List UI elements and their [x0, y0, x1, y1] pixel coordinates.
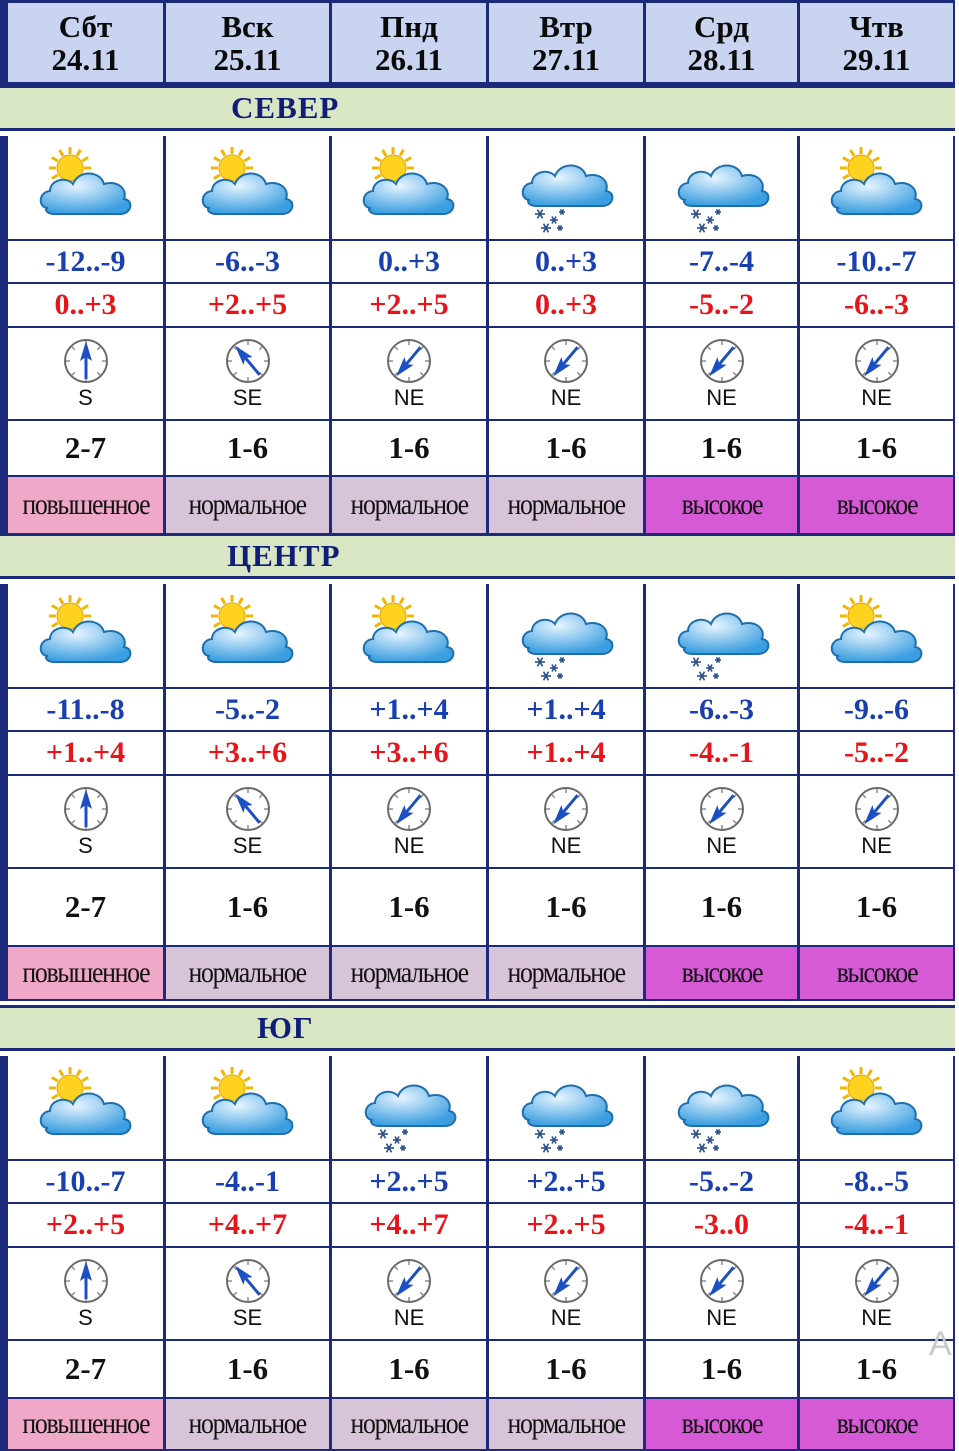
- compass-icon: [224, 337, 272, 385]
- compass-icon: [62, 785, 110, 833]
- level-cell: [332, 947, 486, 999]
- level-cell: [489, 477, 643, 533]
- day-of-week: Втр: [539, 8, 593, 44]
- day-of-week: Вск: [221, 8, 274, 44]
- level-cell: [489, 1399, 643, 1449]
- region-header: [0, 533, 955, 579]
- wind-direction-label: NE: [861, 1304, 892, 1330]
- day-date: 26.11: [374, 41, 444, 77]
- day-of-week: Сбт: [58, 8, 113, 44]
- level-label: высокое: [681, 956, 762, 989]
- day-of-week: Чтв: [849, 8, 904, 44]
- day-of-week: Пнд: [380, 8, 438, 44]
- level-cell: [332, 1399, 486, 1449]
- night-temp: 0..+3: [489, 241, 643, 282]
- region-title: ЦЕНТР: [227, 538, 341, 573]
- weather-cell: [646, 1056, 797, 1159]
- night-temp: +2..+5: [332, 1161, 486, 1202]
- compass-icon: [542, 785, 590, 833]
- wind-direction-label: NE: [393, 832, 425, 858]
- weather-cell: [800, 1056, 953, 1159]
- day-temp: +4..+7: [166, 1204, 329, 1246]
- level-cell: [166, 947, 329, 999]
- weather-cell: [332, 1056, 486, 1159]
- day-of-week: Срд: [694, 8, 749, 44]
- wind-direction: [646, 328, 797, 419]
- partly-cloudy-icon: [827, 142, 927, 234]
- snow-cloud-icon: [359, 1062, 459, 1154]
- wind-direction-label: NE: [550, 832, 582, 858]
- wind-speed: 1-6: [646, 869, 797, 945]
- level-cell: [800, 947, 953, 999]
- region-header: [0, 1005, 955, 1051]
- snow-cloud-icon: [516, 590, 616, 682]
- day-date: 28.11: [687, 41, 756, 77]
- night-temp: -10..-7: [800, 241, 953, 282]
- wind-speed: 1-6: [332, 869, 486, 945]
- wind-speed: 1-6: [166, 869, 329, 945]
- level-label: высокое: [836, 956, 917, 989]
- region-title: СЕВЕР: [231, 90, 340, 125]
- wind-direction: [646, 776, 797, 867]
- partly-cloudy-icon: [198, 590, 298, 682]
- snow-cloud-icon: [672, 142, 772, 234]
- wind-direction-label: NE: [550, 384, 582, 410]
- level-cell: [800, 477, 953, 533]
- level-label: высокое: [836, 1407, 917, 1440]
- night-temp: -7..-4: [646, 241, 797, 282]
- night-temp: +1..+4: [489, 689, 643, 730]
- level-cell: [166, 1399, 329, 1449]
- wind-direction-label: NE: [550, 1304, 582, 1330]
- wind-direction-label: SE: [232, 1304, 263, 1330]
- weather-cell: [489, 1056, 643, 1159]
- day-temp: 0..+3: [8, 284, 163, 326]
- level-label: нормальное: [188, 488, 307, 521]
- level-label: высокое: [681, 488, 762, 521]
- wind-direction: [166, 328, 329, 419]
- day-header: [332, 3, 486, 82]
- day-temp: +3..+6: [332, 732, 486, 774]
- wind-speed: 2-7: [8, 869, 163, 945]
- wind-direction-label: NE: [706, 384, 737, 410]
- partly-cloudy-icon: [36, 590, 136, 682]
- compass-icon: [385, 785, 433, 833]
- region-grid: [0, 584, 955, 1001]
- wind-speed: 2-7: [8, 1341, 163, 1397]
- partly-cloudy-icon: [359, 142, 459, 234]
- wind-direction-label: NE: [861, 384, 892, 410]
- compass-icon: [698, 785, 746, 833]
- weather-cell: [8, 1056, 163, 1159]
- wind-direction: [489, 328, 643, 419]
- day-header: [8, 3, 163, 82]
- day-temp: 0..+3: [489, 284, 643, 326]
- day-date: 29.11: [842, 41, 911, 77]
- compass-icon: [542, 337, 590, 385]
- region-grid: [0, 136, 955, 535]
- level-label: нормальное: [188, 956, 307, 989]
- day-header: [489, 3, 643, 82]
- compass-icon: [853, 785, 901, 833]
- day-header: [646, 3, 797, 82]
- wind-direction-label: S: [78, 384, 93, 410]
- night-temp: -12..-9: [8, 241, 163, 282]
- snow-cloud-icon: [672, 590, 772, 682]
- weather-cell: [489, 136, 643, 239]
- weather-cell: [646, 136, 797, 239]
- night-temp: -6..-3: [166, 241, 329, 282]
- wind-speed: 1-6: [332, 421, 486, 475]
- wind-direction-label: NE: [706, 832, 737, 858]
- night-temp: -11..-8: [8, 689, 163, 730]
- day-date: 24.11: [51, 41, 120, 77]
- wind-speed: 1-6: [166, 421, 329, 475]
- level-cell: [800, 1399, 953, 1449]
- day-header: [166, 3, 329, 82]
- weather-cell: [332, 136, 486, 239]
- night-temp: 0..+3: [332, 241, 486, 282]
- level-cell: [646, 477, 797, 533]
- day-temp: +2..+5: [8, 1204, 163, 1246]
- compass-icon: [224, 785, 272, 833]
- level-label: нормальное: [507, 488, 625, 521]
- night-temp: -10..-7: [8, 1161, 163, 1202]
- weather-cell: [8, 584, 163, 687]
- day-temp: +4..+7: [332, 1204, 486, 1246]
- level-label: высокое: [836, 488, 917, 521]
- compass-icon: [385, 1257, 433, 1305]
- night-temp: -4..-1: [166, 1161, 329, 1202]
- compass-icon: [62, 337, 110, 385]
- weather-cell: [8, 136, 163, 239]
- level-cell: [489, 947, 643, 999]
- day-temp: -5..-2: [646, 284, 797, 326]
- level-cell: [8, 1399, 163, 1449]
- day-temp: -6..-3: [800, 284, 953, 326]
- day-date: 25.11: [213, 41, 282, 77]
- partly-cloudy-icon: [827, 1062, 927, 1154]
- wind-direction-label: NE: [393, 384, 425, 410]
- wind-direction: [332, 776, 486, 867]
- day-temp: -4..-1: [800, 1204, 953, 1246]
- wind-speed: 1-6: [489, 1341, 643, 1397]
- night-temp: +1..+4: [332, 689, 486, 730]
- night-temp: -6..-3: [646, 689, 797, 730]
- weather-cell: [166, 136, 329, 239]
- partly-cloudy-icon: [827, 590, 927, 682]
- compass-icon: [62, 1257, 110, 1305]
- partly-cloudy-icon: [36, 1062, 136, 1154]
- wind-direction-label: NE: [706, 1304, 737, 1330]
- wind-speed: 1-6: [489, 869, 643, 945]
- day-header: [800, 3, 953, 82]
- wind-direction-label: SE: [232, 384, 263, 410]
- region-grid: [0, 1056, 955, 1451]
- day-temp: +2..+5: [332, 284, 486, 326]
- level-cell: [646, 947, 797, 999]
- night-temp: -8..-5: [800, 1161, 953, 1202]
- weather-cell: [166, 584, 329, 687]
- level-label: высокое: [681, 1407, 762, 1440]
- level-cell: [8, 477, 163, 533]
- compass-icon: [698, 337, 746, 385]
- wind-direction-label: NE: [393, 1304, 425, 1330]
- wind-direction-label: SE: [232, 832, 263, 858]
- wind-speed: 1-6: [800, 1341, 953, 1397]
- region-title: ЮГ: [257, 1010, 314, 1045]
- wind-direction-label: S: [78, 1304, 93, 1330]
- wind-direction: [489, 776, 643, 867]
- wind-direction: [8, 328, 163, 419]
- level-label: повышенное: [22, 488, 149, 521]
- wind-speed: 1-6: [166, 1341, 329, 1397]
- region-header: [0, 85, 955, 131]
- day-temp: +3..+6: [166, 732, 329, 774]
- snow-cloud-icon: [672, 1062, 772, 1154]
- wind-direction: [166, 1248, 329, 1339]
- weather-cell: [166, 1056, 329, 1159]
- wind-speed: 1-6: [646, 421, 797, 475]
- night-temp: +2..+5: [489, 1161, 643, 1202]
- night-temp: -9..-6: [800, 689, 953, 730]
- wind-speed: 1-6: [489, 421, 643, 475]
- weather-cell: [800, 584, 953, 687]
- compass-icon: [698, 1257, 746, 1305]
- weather-cell: [800, 136, 953, 239]
- level-label: повышенное: [22, 1407, 149, 1440]
- wind-direction: [332, 1248, 486, 1339]
- wind-direction: [800, 776, 953, 867]
- level-cell: [646, 1399, 797, 1449]
- day-temp: -4..-1: [646, 732, 797, 774]
- wind-direction: [800, 328, 953, 419]
- level-label: нормальное: [188, 1407, 307, 1440]
- compass-icon: [542, 1257, 590, 1305]
- level-cell: [332, 477, 486, 533]
- compass-icon: [853, 1257, 901, 1305]
- wind-speed: 1-6: [646, 1341, 797, 1397]
- wind-direction: [8, 776, 163, 867]
- weather-cell: [489, 584, 643, 687]
- level-label: нормальное: [350, 1407, 468, 1440]
- level-label: нормальное: [507, 956, 625, 989]
- day-temp: +2..+5: [489, 1204, 643, 1246]
- day-temp: +2..+5: [166, 284, 329, 326]
- wind-speed: 1-6: [800, 869, 953, 945]
- header-row: [0, 0, 955, 85]
- level-label: нормальное: [350, 956, 468, 989]
- night-temp: -5..-2: [166, 689, 329, 730]
- night-temp: -5..-2: [646, 1161, 797, 1202]
- day-temp: -5..-2: [800, 732, 953, 774]
- partly-cloudy-icon: [198, 142, 298, 234]
- partly-cloudy-icon: [359, 590, 459, 682]
- snow-cloud-icon: [516, 1062, 616, 1154]
- wind-speed: 1-6: [332, 1341, 486, 1397]
- level-cell: [8, 947, 163, 999]
- compass-icon: [853, 337, 901, 385]
- day-temp: +1..+4: [8, 732, 163, 774]
- compass-icon: [224, 1257, 272, 1305]
- wind-direction: [8, 1248, 163, 1339]
- wind-direction-label: NE: [861, 832, 892, 858]
- wind-direction: [332, 328, 486, 419]
- wind-direction: [646, 1248, 797, 1339]
- partly-cloudy-icon: [36, 142, 136, 234]
- wind-speed: 2-7: [8, 421, 163, 475]
- partly-cloudy-icon: [198, 1062, 298, 1154]
- wind-direction-label: S: [78, 832, 93, 858]
- compass-icon: [385, 337, 433, 385]
- snow-cloud-icon: [516, 142, 616, 234]
- wind-direction: [489, 1248, 643, 1339]
- day-date: 27.11: [531, 41, 601, 77]
- day-temp: +1..+4: [489, 732, 643, 774]
- level-cell: [166, 477, 329, 533]
- level-label: нормальное: [350, 488, 468, 521]
- watermark: A: [929, 1325, 952, 1363]
- weather-cell: [332, 584, 486, 687]
- level-label: повышенное: [22, 956, 149, 989]
- level-label: нормальное: [507, 1407, 625, 1440]
- weather-cell: [646, 584, 797, 687]
- day-temp: -3..0: [646, 1204, 797, 1246]
- wind-direction: [166, 776, 329, 867]
- wind-speed: 1-6: [800, 421, 953, 475]
